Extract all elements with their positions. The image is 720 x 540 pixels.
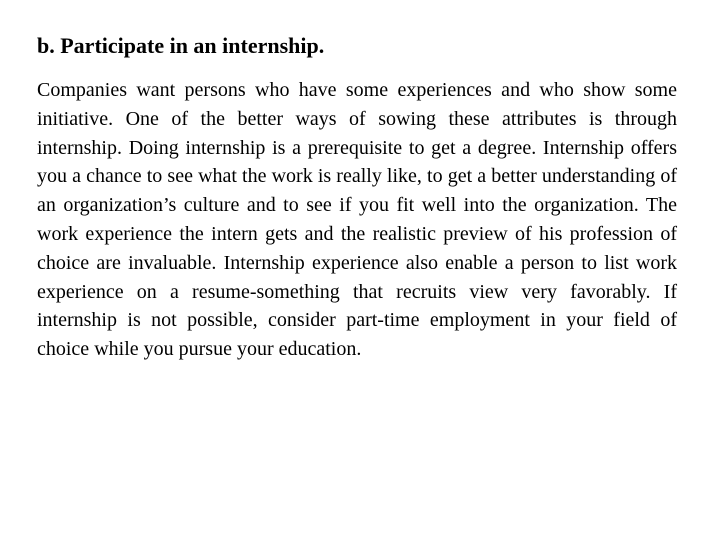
slide-paragraph: Companies want persons who have some experiences and who show some initiative. One of the better ways of sowing these attributes is through internship. Doing internship is a prerequisite to get a degree. Internship offers you a chance to see what the work is really like, to get a better understanding of an organization’s culture and to see if you fit well into the organization. The work experience the intern gets and the realistic preview of his profession of choice are invaluable. Internship experience also enable a person to list work experience on a resume-something that recruits view very favorably. If internship is not possible, consider part-time employment in your field of choice while you pursue your education. — [37, 79, 677, 361]
slide-content — [37, 30, 677, 364]
slide-heading: b. Participate in an internship. — [37, 33, 325, 58]
